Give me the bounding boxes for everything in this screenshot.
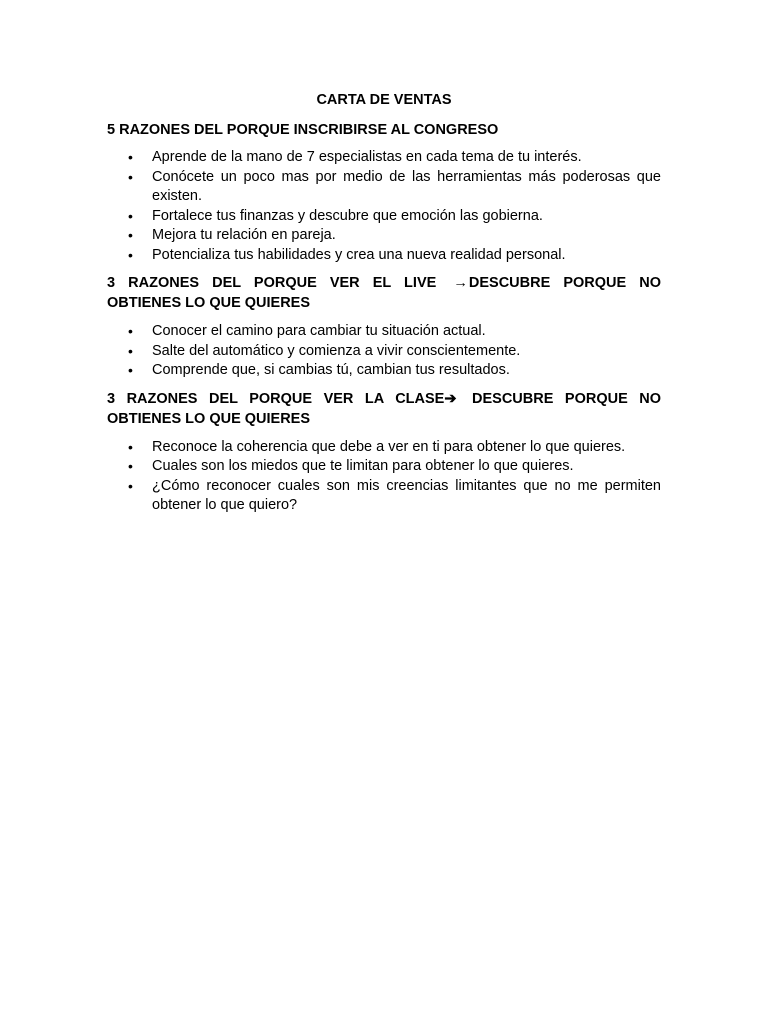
bullet-icon: •: [128, 458, 133, 474]
section-heading-live-line2: OBTIENES LO QUE QUIERES: [107, 295, 311, 311]
bullet-icon: •: [128, 342, 133, 359]
bullet-icon: •: [128, 323, 133, 339]
list-item: • ¿Cómo reconocer cuales son mis creencias limitantes que no me permiten obtener lo que quiero?: [128, 477, 661, 513]
section-heading-clase-line1: 3 RAZONES DEL PORQUE VER LA CLASE➔ DESCUBRE PORQUE NO: [107, 390, 661, 407]
section-heading-live-line1: 3 RAZONES DEL PORQUE VER EL LIVE →DESCUBRE PORQUE NO: [107, 275, 661, 291]
list-item: • Salte del automático y comienza a vivir conscientemente.: [107, 342, 661, 362]
bullet-icon: •: [128, 207, 133, 224]
arrow-right-icon: →: [453, 275, 468, 291]
section-heading-clase: [107, 389, 661, 429]
list-item: • Fortalece tus finanzas y descubre que emoción las gobierna.: [107, 207, 661, 227]
section-heading-congreso: 5 RAZONES DEL PORQUE INSCRIBIRSE AL CONGRESO: [107, 122, 499, 138]
bullet-icon: •: [128, 168, 133, 185]
section-heading-live: [107, 273, 661, 313]
list-item: • Potencializa tus habilidades y crea una nueva realidad personal.: [107, 246, 661, 266]
bullet-icon: •: [128, 438, 133, 455]
list-item: • Comprende que, si cambias tú, cambian tus resultados.: [107, 361, 661, 381]
bullet-list-clase: [107, 438, 661, 516]
list-item: • Reconoce la coherencia que debe a ver en ti para obtener lo que quieres.: [107, 438, 661, 458]
document-page: [107, 90, 661, 524]
bullet-list-live: [107, 322, 661, 381]
document-title: CARTA DE VENTAS: [316, 92, 452, 108]
bullet-icon: •: [128, 149, 133, 165]
list-item: • Conócete un poco mas por medio de las herramientas más poderosas que existen.: [128, 168, 661, 204]
list-item: • Cuales son los miedos que te limitan para obtener lo que quieres.: [107, 457, 661, 477]
arrow-right-bold-icon: ➔: [444, 390, 457, 407]
list-item: • Conocer el camino para cambiar tu situación actual.: [107, 322, 661, 342]
list-item: • Mejora tu relación en pareja.: [107, 226, 661, 246]
bullet-icon: •: [128, 362, 133, 378]
bullet-icon: •: [128, 227, 133, 243]
bullet-icon: •: [128, 246, 133, 263]
bullet-list-congreso: [107, 148, 661, 265]
section-heading-clase-line2: OBTIENES LO QUE QUIERES: [107, 410, 311, 427]
bullet-icon: •: [128, 477, 133, 494]
list-item: • Aprende de la mano de 7 especialistas en cada tema de tu interés.: [107, 148, 661, 168]
